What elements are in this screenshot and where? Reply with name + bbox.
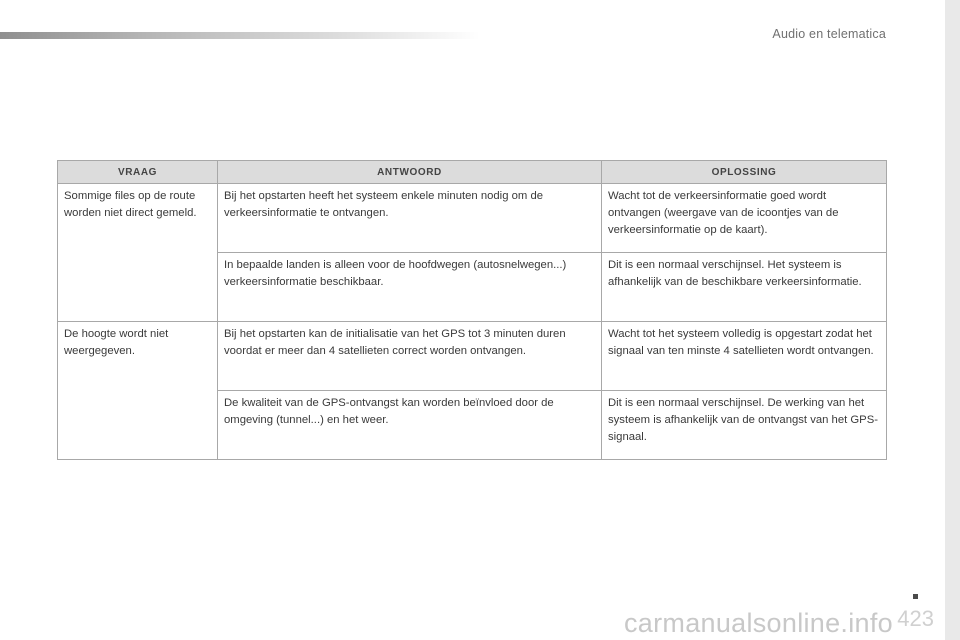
watermark-text: carmanualsonline.info [624, 608, 893, 638]
solution-cell: Dit is een normaal verschijnsel. Het systeem is afhankelijk van de beschikbare verkeersinformatie. [602, 253, 887, 322]
answer-cell: Bij het opstarten heeft het systeem enkele minuten nodig om de verkeersinformatie te ontvangen. [218, 184, 602, 253]
table-row [58, 322, 887, 391]
page-marker [913, 594, 918, 599]
solution-cell: Wacht tot het systeem volledig is opgestart zodat het signaal van ten minste 4 satellieten wordt ontvangen. [602, 322, 887, 391]
solution-cell: Wacht tot de verkeersinformatie goed wordt ontvangen (weergave van de icoontjes van de verkeersinformatie op de kaart). [602, 184, 887, 253]
page-edge-strip [945, 0, 960, 640]
question-cell: De hoogte wordt niet weergegeven. [58, 322, 218, 460]
question-cell: Sommige files op de route worden niet direct gemeld. [58, 184, 218, 322]
table-header-row [58, 161, 887, 184]
column-header-oplossing: OPLOSSING [602, 161, 887, 184]
table-row [58, 184, 887, 253]
column-header-vraag: VRAAG [58, 161, 218, 184]
header-decoration-bar [0, 32, 480, 39]
answer-cell: In bepaalde landen is alleen voor de hoofdwegen (autosnelwegen...) verkeersinformatie beschikbaar. [218, 253, 602, 322]
answer-cell: De kwaliteit van de GPS-ontvangst kan worden beïnvloed door de omgeving (tunnel...) en het weer. [218, 391, 602, 460]
solution-cell: Dit is een normaal verschijnsel. De werking van het systeem is afhankelijk van de ontvangst van het GPS-signaal. [602, 391, 887, 460]
section-title: Audio en telematica [772, 27, 886, 41]
troubleshooting-table [57, 160, 887, 460]
answer-cell: Bij het opstarten kan de initialisatie van het GPS tot 3 minuten duren voordat er meer dan 4 satellieten correct worden ontvangen. [218, 322, 602, 391]
page-number: 423 [897, 606, 934, 631]
column-header-antwoord: ANTWOORD [218, 161, 602, 184]
